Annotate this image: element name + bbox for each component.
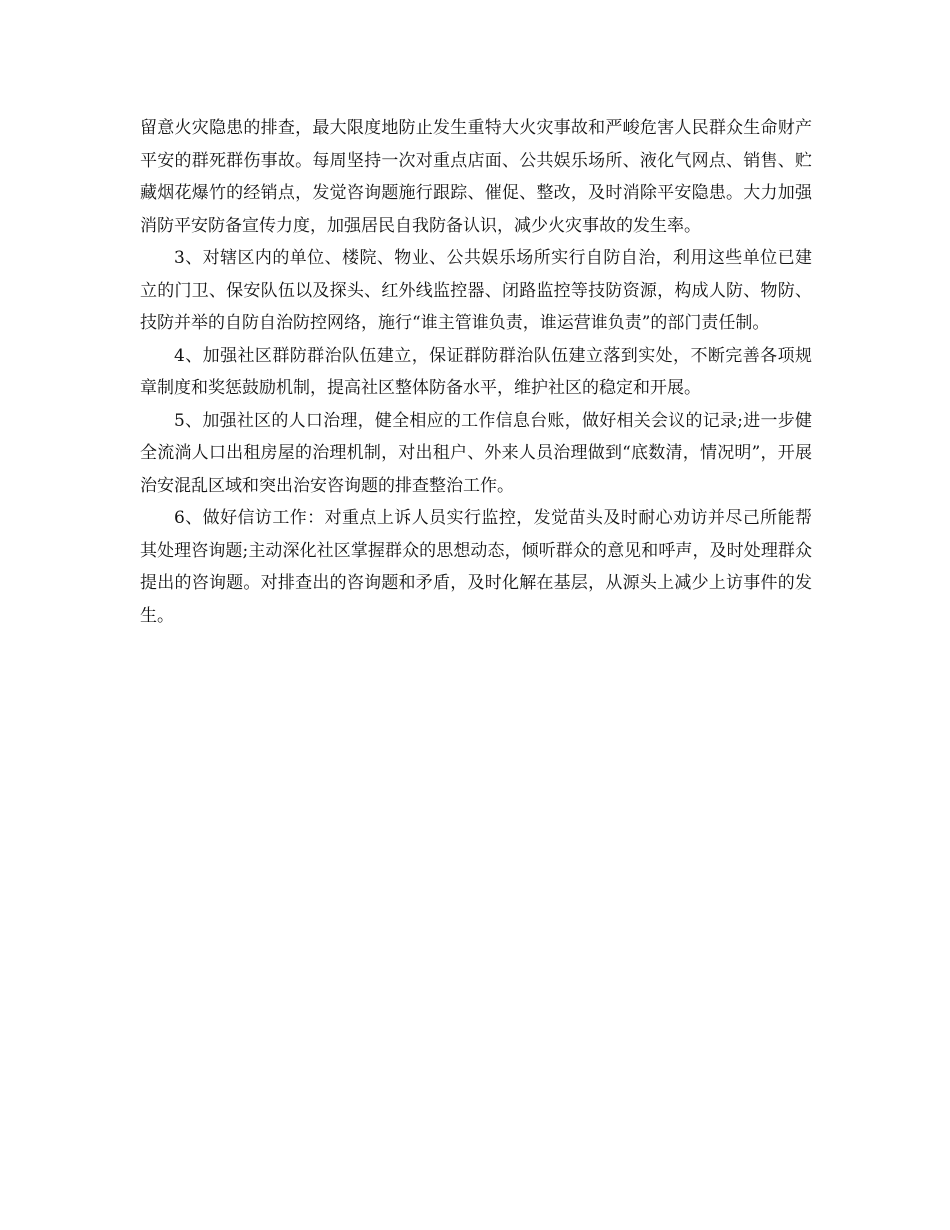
paragraph-item-3: 3、对辖区内的单位、楼院、物业、公共娱乐场所实行自防自治，利用这些单位已建立的门卫、保安队伍以及探头、红外线监控器、闭路监控等技防资源，构成人防、物防、技防并举的自防自治防控网络，施行“谁主管谁负责，谁运营谁负责”的部门责任制。 — [140, 248, 812, 333]
paragraph-item-5: 5、加强社区的人口治理，健全相应的工作信息台账，做好相关会议的记录;进一步健全流淌人口出租房屋的治理机制，对出租户、外来人员治理做到“底数清，情况明”，开展治安混乱区域和突出治安咨询题的排查整治工作。 — [140, 410, 812, 496]
paragraph-fire-safety: 留意火灾隐患的排查，最大限度地防止发生重特大火灾事故和严峻危害人民群众生命财产平安的群死群伤事故。每周坚持一次对重点店面、公共娱乐场所、液化气网点、销售、贮藏烟花爆竹的经销点，发觉咨询题施行跟踪、催促、整改，及时消除平安隐患。大力加强消防平安防备宣传力度，加强居民自我防备认识，减少火灾事故的发生率。 — [140, 118, 812, 236]
document-body — [140, 112, 812, 632]
paragraph-item-4: 4、加强社区群防群治队伍建立，保证群防群治队伍建立落到实处，不断完善各项规章制度和奖惩鼓励机制，提高社区整体防备水平，维护社区的稳定和开展。 — [140, 345, 812, 398]
paragraph-item-6: 6、做好信访工作：对重点上诉人员实行监控，发觉苗头及时耐心劝访并尽己所能帮其处理咨询题;主动深化社区掌握群众的思想动态，倾听群众的意见和呼声，及时处理群众提出的咨询题。对排查出的咨询题和矛盾，及时化解在基层，从源头上减少上访事件的发生。 — [140, 508, 812, 626]
